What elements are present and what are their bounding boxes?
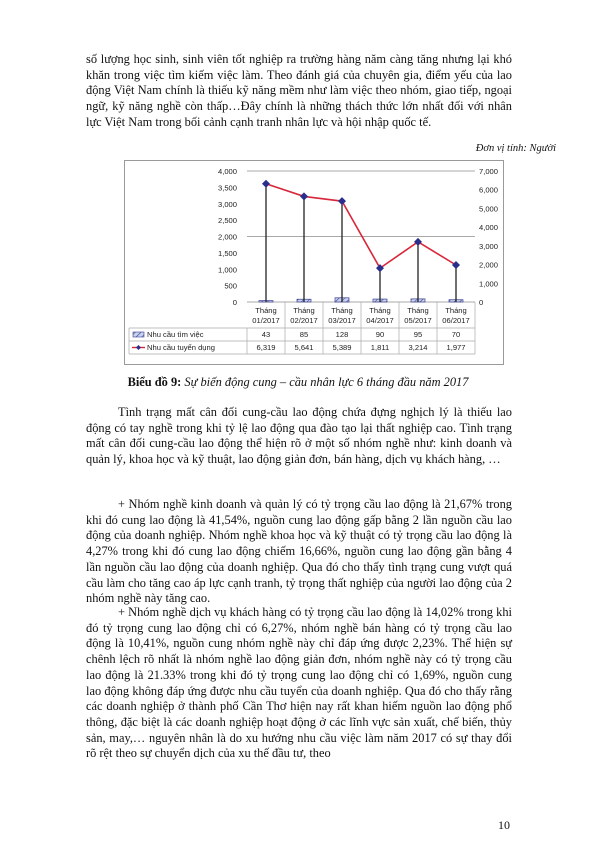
legend-swatch-bars <box>133 332 144 337</box>
caption-text: Sự biến động cung – cầu nhân lực 6 tháng đầu năm 2017 <box>184 375 469 389</box>
chart-container <box>124 160 504 365</box>
line-marker-1 <box>301 193 308 200</box>
left-tick-label-7: 3,500 <box>217 183 237 193</box>
bar-value-label-4: 95 <box>413 330 423 339</box>
category-label-0-b: 01/2017 <box>252 316 280 325</box>
right-tick-label-3: 3,000 <box>479 241 499 251</box>
legend-label-bars: Nhu cầu tìm việc <box>147 330 204 339</box>
page-number: 10 <box>498 818 510 832</box>
line-value-label-4: 3,214 <box>408 343 428 352</box>
legend-label-line: Nhu cầu tuyển dụng <box>147 343 215 352</box>
category-label-5-a: Tháng <box>445 306 467 315</box>
right-tick-label-2: 2,000 <box>479 260 499 270</box>
line-value-label-5: 1,977 <box>446 343 466 352</box>
category-label-2-b: 03/2017 <box>328 316 356 325</box>
left-tick-label-6: 3,000 <box>217 199 237 209</box>
paragraph-service-sales: + Nhóm nghề dịch vụ khách hàng có tỷ trọng cầu lao động là 14,02% trong khi đó tỷ trọng cung lao động chỉ có 6,27%, nhóm nghề bán hàng có tỷ trọng cầu lao động là 10,41%, nguồn cung nhóm nghề này chỉ đáp ứng được 2,23%. Thể hiện sự chênh lệch rõ nhất là nhóm nghề lao động giản đơn, nhóm nghề này có tỷ trọng cầu lao động là 21.33% trong khi đó tỷ trọng cung lao động chỉ có 1,69%, nguồn cung lao động không đáp ứng được nhu cầu tuyển của doanh nghiệp. Qua đó cho thấy rằng các doanh nghiệp ở thành phố Cần Thơ hiện nay rất khan hiếm nguồn lao động phổ thông, đặc biệt là các doanh nghiệp hoạt động ở các lĩnh vực sản xuất, chế biến, thủy sản, may,… nguyên nhân là do xu hướng nhu cầu việc làm năm 2017 có sự thay đổi rõ rệt theo sự chuyển dịch của xu thế đầu tư, theo <box>86 605 512 761</box>
bar-value-label-2: 128 <box>335 330 349 339</box>
caption-label: Biểu đồ 9: <box>127 375 182 389</box>
chart-svg <box>125 161 503 364</box>
right-tick-label-1: 1,000 <box>479 279 499 289</box>
bar-value-label-0: 43 <box>261 330 271 339</box>
intro-paragraph: số lượng học sinh, sinh viên tốt nghiệp ra trường hàng năm càng tăng nhưng lại khó khăn trong việc tìm kiếm việc làm. Theo đánh giá của chuyên gia, điểm yếu của lao động Việt Nam chính là thiếu kỹ năng mềm như làm việc theo nhóm, giao tiếp, ngoại ngữ, kỹ năng nghề còn thấp…Đây chính là những thách thức lớn nhất đối với nhân lực Việt Nam trong bối cảnh cạnh tranh nhân lực và hội nhập quốc tế. <box>86 52 512 129</box>
line-value-label-1: 5,641 <box>294 343 314 352</box>
left-tick-label-4: 2,000 <box>217 232 237 242</box>
category-label-0-a: Tháng <box>255 306 277 315</box>
line-marker-0 <box>263 180 270 187</box>
paragraph-imbalance: Tình trạng mất cân đối cung-cầu lao động chứa đựng nghịch lý là thiếu lao động có tay nghề trong khi tỷ lệ lao động qua đào tạo lại thất nghiệp cao. Tình trạng mất cân đối cung-cầu lao động thể hiện rõ ở một số nhóm nghề như: kinh doanh và quản lý, khoa học và kỹ thuật, lao động giản đơn, bán hàng, dịch vụ khách hàng, … <box>86 405 512 467</box>
paragraph-business-science: + Nhóm nghề kinh doanh và quản lý có tỷ trọng cầu lao động là 21,67% trong khi đó cung lao động là 41,54%, nguồn cung lao động gấp bằng 2 lần nguồn cầu lao động của doanh nghiệp. Nhóm nghề khoa học và kỹ thuật có tỷ trọng cầu lao động là 4,27% trong khi đó cung lao động chiếm 16,66%, nguồn cung lao động gần bằng 4 lần nguồn cầu lao động của doanh nghiệp. Qua đó cho thấy tình trạng cung vượt quá cầu làm cho tăng cao áp lực cạnh tranh, tỷ trọng thất nghiệp của người lao động của 2 nhóm nghề này tăng cao. <box>86 497 512 606</box>
bar-value-label-1: 85 <box>299 330 309 339</box>
right-tick-label-6: 6,000 <box>479 185 499 195</box>
bar-value-label-3: 90 <box>375 330 385 339</box>
category-label-3-b: 04/2017 <box>366 316 394 325</box>
right-tick-label-7: 7,000 <box>479 167 499 176</box>
left-tick-label-3: 1,500 <box>217 248 237 258</box>
category-label-2-a: Tháng <box>331 306 353 315</box>
left-tick-label-2: 1,000 <box>217 265 237 275</box>
line-value-label-2: 5,389 <box>332 343 352 352</box>
right-tick-label-5: 5,000 <box>479 204 499 214</box>
legend-swatch-marker <box>136 345 141 350</box>
unit-note: Đơn vị tính: Người <box>475 143 556 154</box>
category-label-3-a: Tháng <box>369 306 391 315</box>
left-tick-label-8: 4,000 <box>217 167 237 176</box>
line-value-label-3: 1,811 <box>370 343 390 352</box>
category-label-4-b: 05/2017 <box>404 316 432 325</box>
right-tick-label-0: 0 <box>479 298 484 307</box>
category-label-4-a: Tháng <box>407 306 429 315</box>
category-label-1-b: 02/2017 <box>290 316 318 325</box>
line-value-label-0: 6,319 <box>256 343 276 352</box>
bar-value-label-5: 70 <box>451 330 461 339</box>
category-label-5-b: 06/2017 <box>442 316 470 325</box>
line-marker-2 <box>339 198 346 205</box>
right-tick-label-4: 4,000 <box>479 223 499 233</box>
category-label-1-a: Tháng <box>293 306 315 315</box>
left-tick-label-1: 500 <box>224 281 237 291</box>
series-line-recruitment <box>266 184 456 268</box>
left-tick-label-0: 0 <box>232 298 237 307</box>
left-tick-label-5: 2,500 <box>217 216 237 226</box>
chart-caption <box>0 375 596 390</box>
